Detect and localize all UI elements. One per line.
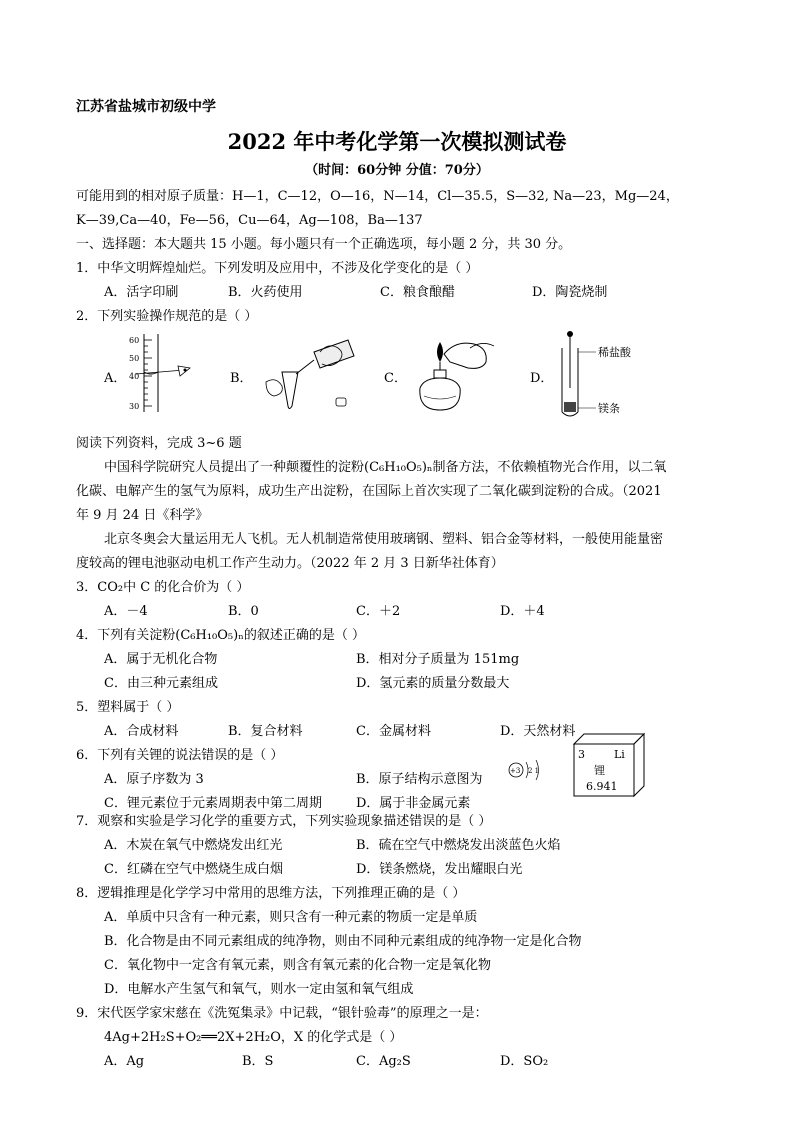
q6-option-c: C．锂元素位于元素周期表中第二周期 — [104, 796, 322, 811]
tick-label-40: 40 — [129, 372, 140, 381]
reading-p1-line2: 化碳、电解产生的氢气为原料，成功生产出淀粉，在国际上首次实现了二氧化碳到淀粉的合成。（2021 — [76, 484, 662, 499]
element-name: 锂 — [594, 764, 605, 777]
q8-option-b: B．化合物是由不同元素组成的纯净物，则由不同种元素组成的纯净物一定是化合物 — [104, 934, 582, 949]
school-name: 江苏省盐城市初级中学 — [76, 99, 216, 115]
q7-option-a: A．木炭在氧气中燃烧发出红光 — [104, 838, 283, 853]
reading-p1-line1: 中国科学院研究人员提出了一种颠覆性的淀粉(C₆H₁₀O₅)ₙ制备方法，不依赖植物光合作用，以二氧 — [104, 460, 667, 475]
q2-option-c: C． — [384, 371, 407, 386]
element-atomic-mass: 6.941 — [586, 780, 618, 793]
q1-option-d: D．陶瓷烧制 — [532, 285, 608, 300]
q5-option-a: A．合成材料 — [104, 724, 179, 739]
tick-label-30: 30 — [129, 402, 140, 411]
q7-option-b: B．硫在空气中燃烧发出淡蓝色火焰 — [356, 838, 561, 853]
q4-option-a: A．属于无机化合物 — [104, 652, 218, 667]
reading-p2-line1: 北京冬奥会大量运用无人飞机。无人机制造常使用玻璃钢、塑料、铝合金等材料，一般使用能量密 — [104, 532, 664, 547]
atomic-masses-line1: 可能用到的相对原子质量：H—1，C—12，O—16，N—14，Cl—35.5，S—32, Na—23，Mg—24， — [76, 189, 679, 204]
q4-option-b: B．相对分子质量为 151mg — [356, 652, 520, 667]
q2-stem: 2．下列实验操作规范的是（ ） — [76, 309, 258, 324]
q3-stem: 3．CO₂中 C 的化合价为（ ） — [76, 580, 250, 595]
reading-intro: 阅读下列资料，完成 3~6 题 — [76, 436, 242, 451]
q8-option-c: C．氧化物中一定含有氧元素，则含有氧元素的化合物一定是氧化物 — [104, 958, 491, 973]
q6-option-b: B．原子结构示意图为 — [356, 772, 483, 787]
nucleus-charge: +3 — [510, 767, 521, 775]
alcohol-lamp-figure — [404, 332, 504, 414]
q9-option-b: B．S — [242, 1054, 274, 1069]
pouring-liquid-figure — [262, 332, 362, 414]
tick-label-60: 60 — [129, 336, 140, 345]
q5-option-d: D．天然材料 — [500, 724, 576, 739]
q4-option-c: C．由三种元素组成 — [104, 676, 218, 691]
q6-option-d: D．属于非金属元素 — [356, 796, 471, 811]
q1-stem: 1．中华文明辉煌灿烂。下列发明及应用中，不涉及化学变化的是（ ） — [76, 261, 479, 276]
q3-option-b: B．0 — [228, 604, 259, 619]
q5-option-c: C．金属材料 — [356, 724, 431, 739]
q9-equation: 4Ag+2H₂S+O₂══2X+2H₂O，X 的化学式是（ ） — [104, 1030, 403, 1045]
q7-option-d: D．镁条燃烧，发出耀眼白光 — [356, 862, 523, 877]
electron-shells: 2 1 — [528, 767, 540, 775]
test-tube-figure — [552, 328, 652, 420]
q8-option-d: D．电解水产生氢气和氧气，则水一定由氢和氧气组成 — [104, 982, 414, 997]
reading-p2-line2: 度较高的锂电池驱动电机工作产生动力。（2022 年 2 月 3 日新华社体育） — [76, 556, 504, 571]
q8-stem: 8．逻辑推理是化学学习中常用的思维方法，下列推理正确的是（ ） — [76, 886, 466, 901]
lithium-atom-diagram — [506, 752, 556, 788]
q6-option-a: A．原子序数为 3 — [104, 772, 204, 787]
tick-label-50: 50 — [129, 354, 140, 363]
q9-option-c: C．Ag₂S — [356, 1054, 411, 1069]
hydrochloric-acid-label: 稀盐酸 — [598, 346, 631, 359]
q2-option-b: B． — [230, 371, 253, 386]
q9-option-a: A．Ag — [104, 1054, 145, 1069]
q9-stem: 9．宋代医学家宋慈在《洗冤集录》中记载，“银针验毒”的原理之一是： — [76, 1006, 488, 1021]
q1-option-b: B．火药使用 — [228, 285, 303, 300]
section-heading: 一、选择题：本大题共 15 小题。每小题只有一个正确选项，每小题 2 分，共 30 分。 — [76, 237, 572, 252]
q5-option-b: B．复合材料 — [228, 724, 303, 739]
q5-stem: 5．塑料属于（ ） — [76, 700, 180, 715]
q8-option-a: A．单质中只含有一种元素，则只含有一种元素的物质一定是单质 — [104, 910, 478, 925]
lithium-element-cell — [572, 732, 646, 798]
exam-title: 2022 年中考化学第一次模拟测试卷 — [227, 129, 567, 154]
q4-option-d: D．氢元素的质量分数最大 — [356, 676, 510, 691]
q4-stem: 4．下列有关淀粉(C₆H₁₀O₅)ₙ的叙述正确的是（ ） — [76, 628, 365, 643]
q3-option-a: A．－4 — [104, 604, 148, 619]
q2-option-a: A． — [104, 371, 127, 386]
exam-subtitle: （时间：60分钟 分值：70分） — [305, 163, 489, 178]
q7-option-c: C．红磷在空气中燃烧生成白烟 — [104, 862, 283, 877]
reading-p1-line3: 年 9 月 24 日《科学》 — [76, 508, 209, 523]
element-atomic-number: 3 — [578, 748, 585, 761]
q2-option-d: D． — [530, 371, 554, 386]
q1-option-a: A．活字印刷 — [104, 285, 179, 300]
q9-option-d: D．SO₂ — [500, 1054, 549, 1069]
element-symbol: Li — [614, 748, 625, 761]
atomic-masses-line2: K—39,Ca—40，Fe—56，Cu—64，Ag—108，Ba—137 — [76, 213, 423, 228]
q1-option-c: C．粮食酿醋 — [380, 285, 455, 300]
q3-option-d: D．＋4 — [500, 604, 545, 619]
q7-stem: 7．观察和实验是学习化学的重要方式，下列实验现象描述错误的是（ ） — [76, 814, 492, 829]
q3-option-c: C．＋2 — [356, 604, 401, 619]
cylinder-reading-figure — [128, 332, 198, 414]
magnesium-strip-label: 镁条 — [598, 402, 620, 415]
q6-stem: 6．下列有关锂的说法错误的是（ ） — [76, 748, 284, 763]
